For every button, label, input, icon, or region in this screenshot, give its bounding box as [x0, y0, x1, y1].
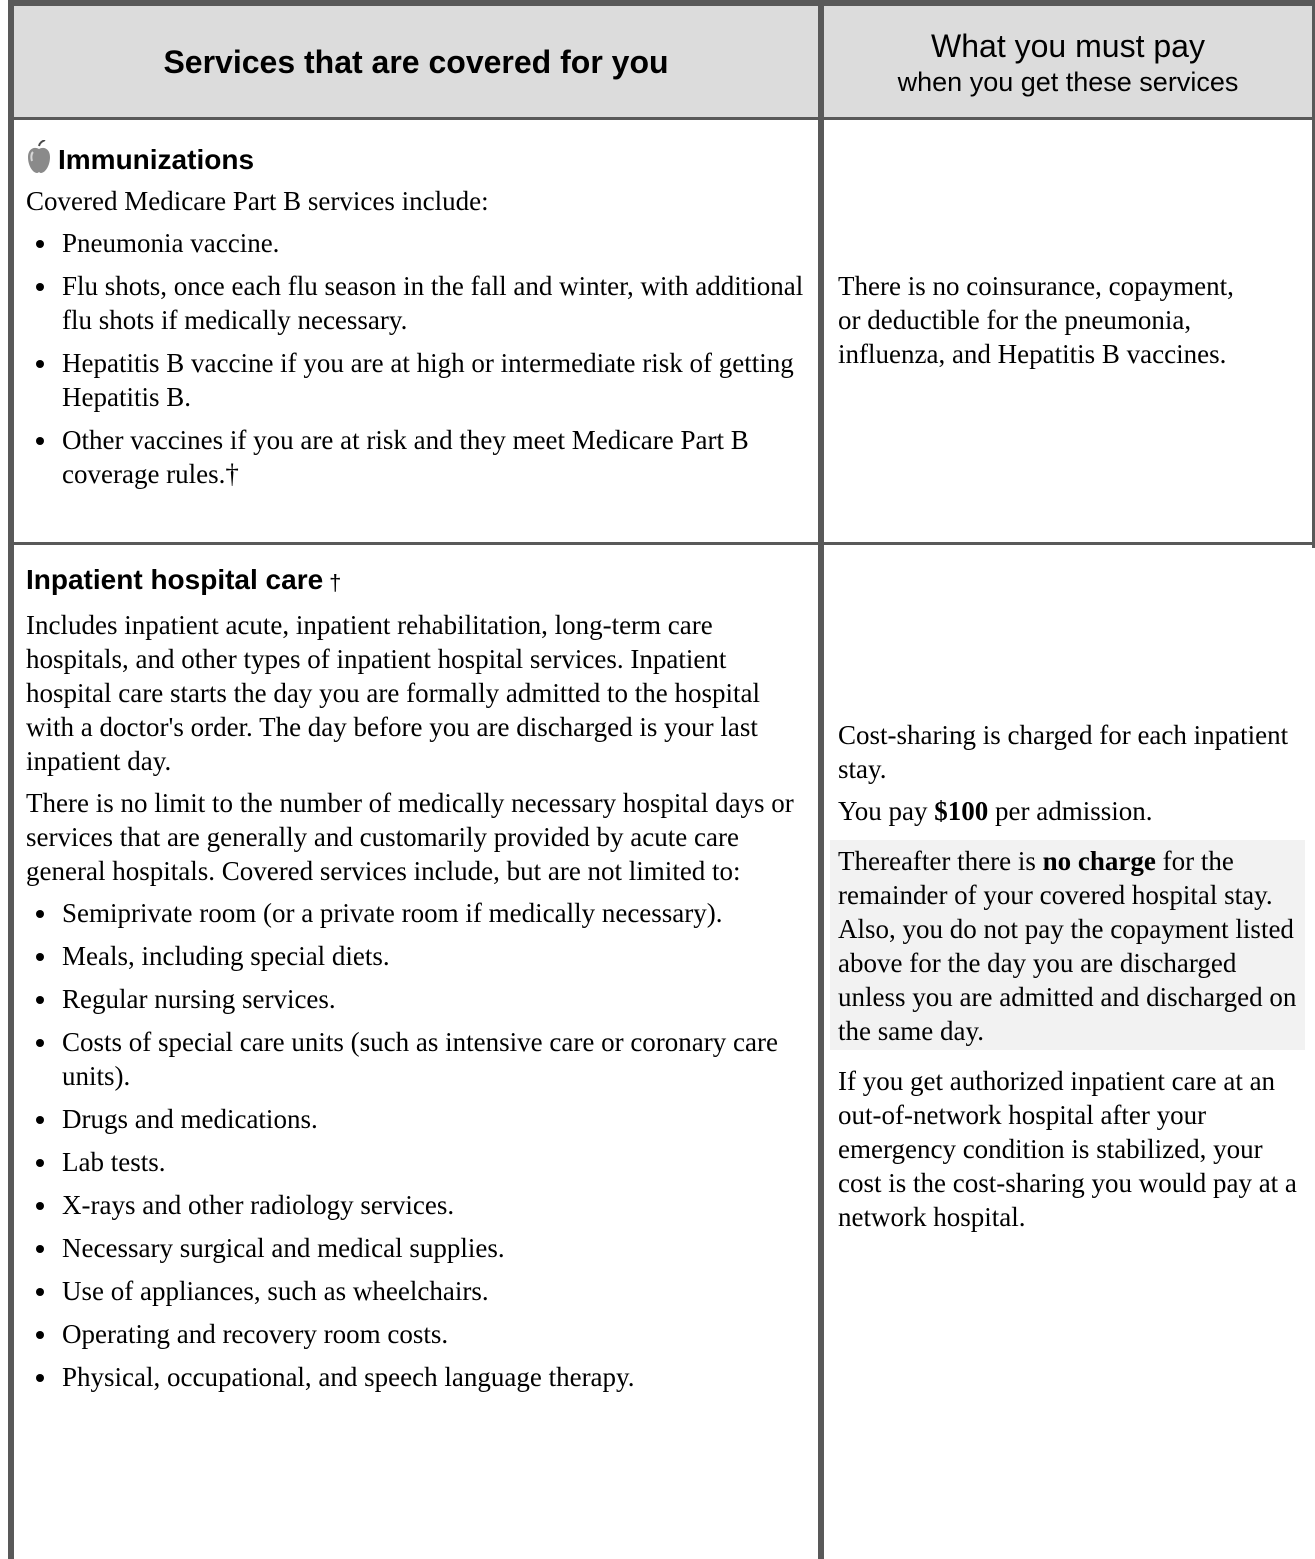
apple-icon — [26, 140, 52, 176]
list-item: Regular nursing services. — [26, 982, 812, 1016]
immunizations-cost-text: There is no coinsurance, copayment, or deductible for the pneumonia, influenza, and Hepatitis B vaccines. — [838, 271, 1234, 369]
list-item: Physical, occupational, and speech language therapy. — [26, 1360, 812, 1394]
immunizations-services — [26, 140, 812, 491]
immunizations-heading — [26, 140, 812, 176]
inpatient-services — [26, 564, 812, 1394]
inpatient-cost-1: Cost-sharing is charged for each inpatient stay. — [838, 720, 1289, 784]
list-item: Flu shots, once each flu season in the fall and winter, with additional flu shots if medically necessary. — [26, 269, 812, 337]
immunizations-list — [26, 226, 812, 491]
list-item: Lab tests. — [26, 1145, 812, 1179]
immunizations-title: Immunizations — [58, 144, 255, 175]
list-item: Pneumonia vaccine. — [26, 226, 812, 260]
dagger-mark: † — [329, 570, 342, 595]
inpatient-para1: Includes inpatient acute, inpatient rehabilitation, long-term care hospitals, and other types of inpatient hospital services. Inpatient hospital care starts the day you are formally admitted to the hospital with a doctor's order. The day before you are discharged is your last inpatient day. — [26, 610, 761, 776]
cost3-bold: no charge — [1042, 846, 1156, 876]
border-top — [8, 0, 1315, 6]
inpatient-para2: There is no limit to the number of medically necessary hospital days or services that are generally and customarily provided by acute care general hospitals. Covered services include, but are not limited to: — [26, 788, 794, 886]
list-item: X-rays and other radiology services. — [26, 1188, 812, 1222]
header-cost-line1: What you must pay — [931, 27, 1205, 64]
cost2-amount: $100 — [934, 796, 989, 826]
row-divider-header — [8, 117, 1315, 120]
header-cost-line2: when you get these services — [897, 66, 1239, 97]
cost2-pre: You pay — [838, 796, 935, 826]
list-item: Use of appliances, such as wheelchairs. — [26, 1274, 812, 1308]
list-item: Drugs and medications. — [26, 1102, 812, 1136]
header-services: Services that are covered for you — [163, 44, 669, 80]
inpatient-list — [26, 896, 812, 1394]
list-item: Meals, including special diets. — [26, 939, 812, 973]
inpatient-cost — [838, 718, 1308, 1234]
border-left — [8, 0, 14, 1559]
list-item: Operating and recovery room costs. — [26, 1317, 812, 1351]
row-divider-immunizations — [8, 542, 1315, 545]
cost2-post: per admission. — [988, 796, 1153, 826]
inpatient-cost-2 — [838, 794, 1308, 828]
border-middle — [818, 0, 824, 1559]
header-cost — [824, 6, 1312, 119]
inpatient-cost-3 — [838, 844, 1297, 1048]
list-item: Hepatitis B vaccine if you are at high or intermediate risk of getting Hepatitis B. — [26, 346, 812, 414]
inpatient-title: Inpatient hospital care — [26, 564, 324, 595]
list-item: Semiprivate room (or a private room if medically necessary). — [26, 896, 812, 930]
inpatient-cost-3-box — [830, 840, 1305, 1050]
inpatient-cost-4: If you get authorized inpatient care at an out-of-network hospital after your emergency condition is stabilized, your cost is the cost-sharing you would pay at a network hospital. — [838, 1066, 1297, 1232]
cost3-pre: Thereafter there is — [838, 846, 1043, 876]
cost3-post: for the remainder of your covered hospital stay. Also, you do not pay the copayment listed above for the day you are discharged unless you are admitted and discharged on the same day. — [838, 846, 1297, 1046]
immunizations-cost — [838, 269, 1238, 371]
list-item: Other vaccines if you are at risk and they meet Medicare Part B coverage rules.† — [26, 423, 812, 491]
list-item: Costs of special care units (such as intensive care or coronary care units). — [26, 1025, 812, 1093]
list-item: Necessary surgical and medical supplies. — [26, 1231, 812, 1265]
inpatient-heading — [26, 564, 812, 596]
immunizations-intro: Covered Medicare Part B services include: — [26, 186, 489, 216]
